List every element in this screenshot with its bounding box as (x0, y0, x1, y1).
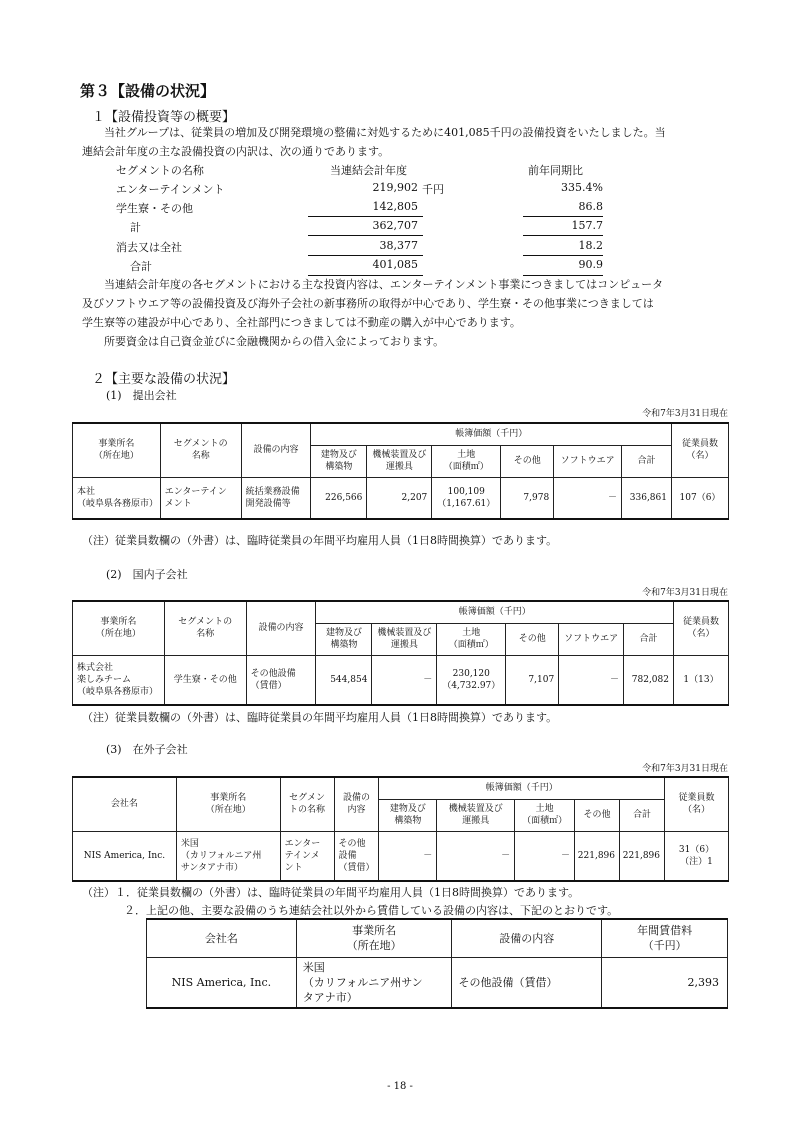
header-segment: セグメントの 名称 (164, 601, 246, 655)
segment-row (108, 198, 608, 217)
table-row (73, 831, 729, 881)
cell-equipment: その他設備（賃借） (452, 957, 602, 1008)
header-machinery: 機械装置及び 運搬具 (372, 623, 437, 655)
cell-employees: 107（6） (671, 477, 728, 519)
segment-row (108, 237, 608, 256)
header-book-value: 帳簿価額（千円） (311, 423, 672, 445)
header-office: 事業所名 （所在地） (296, 919, 452, 957)
cell-other: 7,107 (506, 655, 559, 705)
table-note: （注）従業員数欄の（外書）は、臨時従業員の年間平均雇用人員（1日8時間換算）であります。 (82, 711, 558, 724)
segment-capex-header (108, 160, 608, 179)
cell-total: 221,896 (620, 831, 665, 881)
cell-segment: エンター テインメ ント (280, 831, 334, 881)
header-equipment: 設備の内容 (241, 423, 311, 477)
header-company: 会社名 (73, 777, 177, 831)
segment-name: 学生寮・その他 (116, 202, 193, 215)
header-segment: セグメントの 名称 (160, 423, 241, 477)
header-other: その他 (575, 799, 620, 831)
table-row (147, 957, 728, 1008)
header-total: 合計 (620, 799, 665, 831)
page-number: - 18 - (387, 1081, 413, 1092)
header-other: その他 (501, 445, 554, 477)
header-current-year: 当連結会計年度 (330, 164, 407, 177)
investment-detail-paragraph (82, 275, 722, 351)
as-of-date: 令和7年3月31日現在 (642, 588, 728, 598)
cell-office: 株式会社 楽しみチーム （岐阜県各務原市） (73, 655, 165, 705)
cell-segment: 学生寮・その他 (164, 655, 246, 705)
header-machinery: 機械装置及び 運搬具 (437, 799, 515, 831)
cell-equipment: その他設備 （賃借） (246, 655, 316, 705)
overseas-subsidiary-table (72, 776, 729, 882)
cell-software: － (559, 655, 624, 705)
cell-employees: 31（6） （注）1 (665, 831, 729, 881)
header-land: 土地 （面積㎡） (437, 623, 506, 655)
domestic-subsidiary-label: (2) 国内子会社 (106, 568, 188, 581)
segment-name: エンターテインメント (116, 183, 225, 196)
header-prev-ratio: 前年同期比 (528, 164, 583, 177)
cell-software: － (554, 477, 622, 519)
segment-unit: 千円 (422, 183, 444, 196)
header-equipment: 設備の内容 (246, 601, 316, 655)
cell-land: 230,120 （4,732.97） (437, 655, 506, 705)
reporting-company-table (72, 422, 729, 520)
header-machinery: 機械装置及び 運搬具 (367, 445, 432, 477)
header-employees: 従業員数 （名） (665, 777, 729, 831)
cell-machinery: 2,207 (367, 477, 432, 519)
header-office: 事業所名 （所在地） (73, 423, 161, 477)
section-title: 第３【設備の状況】 (80, 82, 216, 100)
capex-paragraph-line2: 連結会計年度の主な設備投資の内訳は、次の通りであります。 (82, 145, 390, 158)
header-software: ソフトウエア (559, 623, 624, 655)
segment-row (108, 256, 608, 275)
funding-line: 所要資金は自己資金並びに金融機関からの借入金によっております。 (104, 335, 445, 348)
cell-machinery: － (437, 831, 515, 881)
segment-previous: 157.7 (571, 219, 603, 232)
as-of-date: 令和7年3月31日現在 (642, 409, 728, 419)
cell-office: 米国 （カリフォルニア州サン タアナ市） (296, 957, 452, 1008)
overseas-subsidiary-label: (3) 在外子会社 (106, 743, 188, 756)
segment-current: 142,805 (372, 200, 418, 213)
major-facilities-heading: ２【主要な設備の状況】 (92, 372, 236, 387)
header-land: 土地 （面積㎡） (432, 445, 501, 477)
header-equipment: 設備の 内容 (334, 777, 379, 831)
segment-previous: 86.8 (578, 200, 603, 213)
segment-current: 219,902 (372, 181, 418, 194)
cell-company: NIS America, Inc. (73, 831, 177, 881)
cell-other: 7,978 (501, 477, 554, 519)
table-note-1: （注）１．従業員数欄の（外書）は、臨時従業員の年間平均雇用人員（1日8時間換算）であります。 (82, 886, 580, 899)
segment-previous: 335.4% (561, 181, 603, 194)
header-employees: 従業員数 （名） (671, 423, 728, 477)
cell-land: － (515, 831, 575, 881)
table-row (73, 655, 729, 705)
cell-company: NIS America, Inc. (147, 957, 297, 1008)
header-total: 合計 (622, 445, 672, 477)
segment-current: 362,707 (372, 219, 418, 232)
cell-employees: 1（13） (673, 655, 728, 705)
header-office: 事業所名 （所在地） (73, 601, 165, 655)
as-of-date: 令和7年3月31日現在 (642, 764, 728, 774)
cell-office: 米国 （カリフォルニア州 サンタアナ市） (176, 831, 280, 881)
investment-line3: 学生寮等の建設が中心であり、全社部門につきましては不動産の購入が中心であります。 (82, 316, 521, 329)
investment-line2: 及びソフトウエア等の設備投資及び海外子会社の新事務所の取得が中心であり、学生寮・その他事業につきましては (82, 297, 654, 310)
table-note: （注）従業員数欄の（外書）は、臨時従業員の年間平均雇用人員（1日8時間換算）であります。 (82, 534, 558, 547)
cell-buildings: 544,854 (316, 655, 372, 705)
capex-overview-paragraph (82, 123, 722, 161)
header-annual-rent: 年間賃借料 （千円） (602, 919, 728, 957)
subtotal-rule (523, 235, 603, 236)
segment-current: 38,377 (379, 239, 418, 252)
header-equipment: 設備の内容 (452, 919, 602, 957)
cell-buildings: － (379, 831, 437, 881)
header-segment: セグメン トの名称 (280, 777, 334, 831)
cell-annual-rent: 2,393 (602, 957, 728, 1008)
leased-facilities-table (146, 918, 728, 1009)
table-note-2: ２．上記の他、主要な設備のうち連結会社以外から賃借している設備の内容は、下記のとおりです。 (124, 904, 619, 917)
header-buildings: 建物及び 構築物 (311, 445, 367, 477)
table-row (73, 477, 729, 519)
cell-land: 100,109 （1,167.61） (432, 477, 501, 519)
header-other: その他 (506, 623, 559, 655)
cell-other: 221,896 (575, 831, 620, 881)
header-segment: セグメントの名称 (116, 164, 204, 177)
cell-buildings: 226,566 (311, 477, 367, 519)
cell-total: 782,082 (624, 655, 674, 705)
capex-paragraph-line1: 当社グループは、従業員の増加及び開発環境の整備に対処するために401,085千円の設備投資をいたしました。当 (104, 126, 666, 139)
header-buildings: 建物及び 構築物 (379, 799, 437, 831)
cell-office: 本社 （岐阜県各務原市） (73, 477, 161, 519)
capex-overview-heading: １【設備投資等の概要】 (92, 110, 236, 125)
cell-total: 336,861 (622, 477, 672, 519)
subtotal-rule (308, 235, 423, 236)
header-company: 会社名 (147, 919, 297, 957)
segment-previous: 18.2 (578, 239, 603, 252)
investment-line1: 当連結会計年度の各セグメントにおける主な投資内容は、エンターテインメント事業につきましてはコンピュータ (104, 278, 664, 291)
segment-name: 計 (130, 221, 141, 234)
segment-row (108, 217, 608, 236)
reporting-company-label: (1) 提出会社 (106, 389, 177, 402)
segment-current: 401,085 (372, 258, 418, 271)
cell-equipment: その他 設備 （賃借） (334, 831, 379, 881)
cell-equipment: 統括業務設備 開発設備等 (241, 477, 311, 519)
header-land: 土地 （面積㎡） (515, 799, 575, 831)
segment-name: 合計 (130, 260, 152, 273)
segment-previous: 90.9 (578, 258, 603, 271)
segment-row (108, 179, 608, 198)
cell-machinery: － (372, 655, 437, 705)
cell-segment: エンターテイン メント (160, 477, 241, 519)
header-total: 合計 (624, 623, 674, 655)
header-office: 事業所名 （所在地） (176, 777, 280, 831)
header-book-value: 帳簿価額（千円） (379, 777, 665, 799)
header-software: ソフトウエア (554, 445, 622, 477)
segment-name: 消去又は全社 (116, 241, 182, 254)
header-employees: 従業員数 （名） (673, 601, 728, 655)
header-book-value: 帳簿価額（千円） (316, 601, 674, 623)
domestic-subsidiary-table (72, 600, 729, 706)
header-buildings: 建物及び 構築物 (316, 623, 372, 655)
